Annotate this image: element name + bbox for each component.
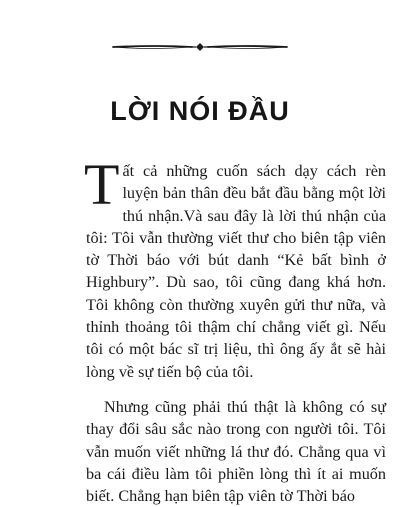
- chapter-title: LỜI NÓI ĐẦU: [110, 96, 290, 126]
- ornament-divider: [0, 28, 400, 68]
- paragraph-2: Nhưng cũng phải thú thật là không có sự thay đổi sâu sắc nào trong con người tôi. Tôi vẫn muốn viết những lá thư đó. Chẳng qua vì ba cái điều làm tôi phiền lòng thì ít ai muốn biết. Chẳng hạn biên tập viên tờ Thời báo: [86, 397, 386, 506]
- paragraph-1-text: ất cả những cuốn sách dạy cách rèn luyện bản thân đều bắt đầu bằng một lời thú nhận.Và sau đây là lời thú nhận của tôi: Tôi vẫn thường viết thư cho biên tập viên tờ Thời báo với bút danh “Kẻ bất bình ở Highbury”. Dù sao, tôi cũng đang khá hơn. Tôi không còn thường xuyên gửi thư nữa, và thỉnh thoảng tôi thậm chí chẳng viết gì. Nếu tôi có một bác sĩ trị liệu, thì ông ấy ắt sẽ hài lòng về sự tiến bộ của tôi.: [86, 162, 386, 381]
- paragraph-1: [84, 152, 386, 383]
- body-text: [84, 152, 386, 507]
- drop-cap: T: [84, 152, 120, 217]
